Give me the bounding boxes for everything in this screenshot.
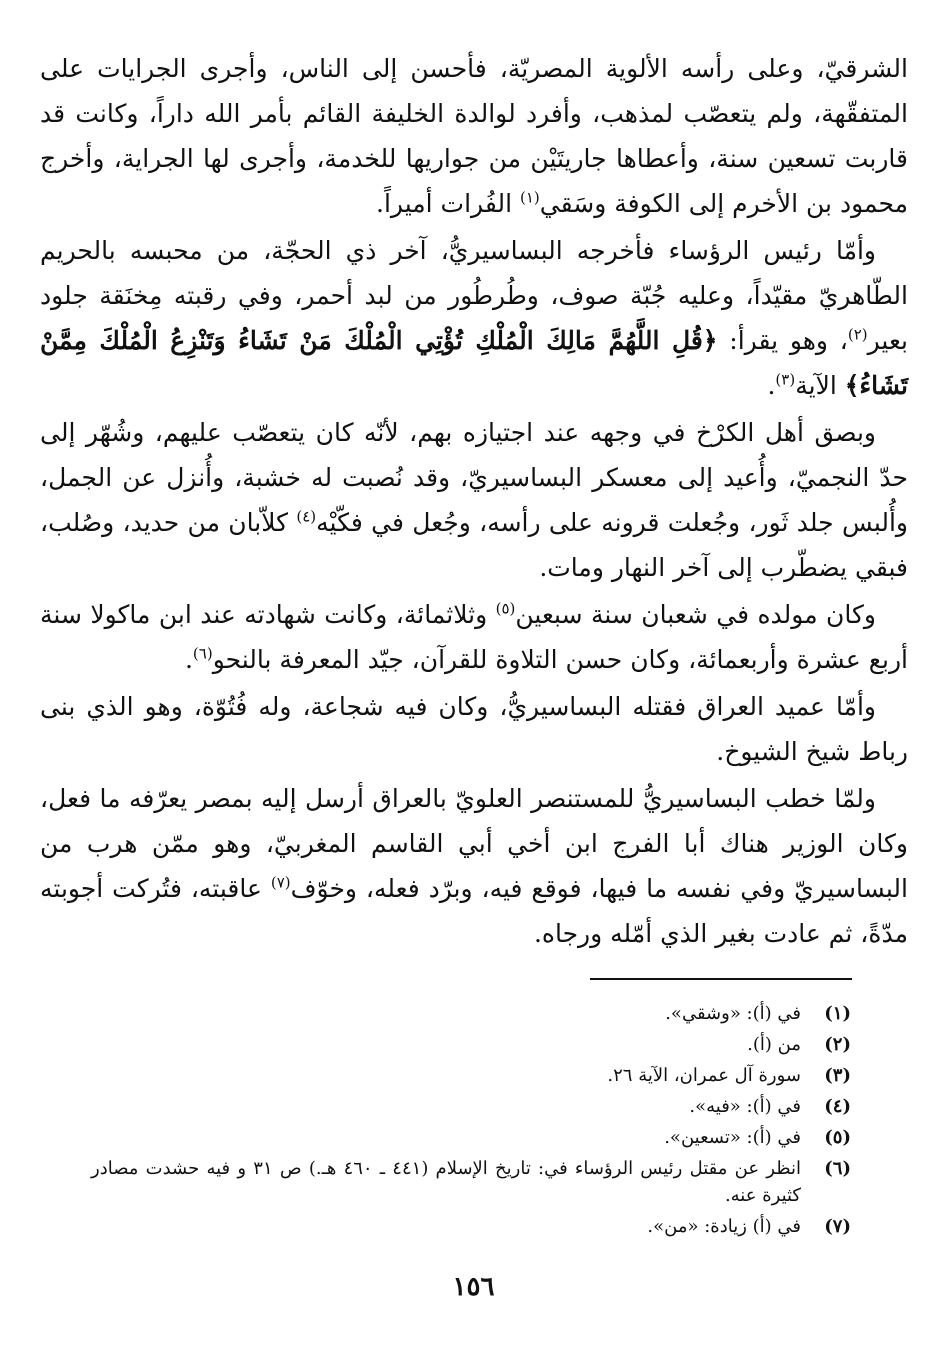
paragraph-2-mid: ، وهو يقرأ: [717, 326, 848, 355]
quran-verse: ﴿قُلِ اللَّهُمَّ مَالِكَ الْمُلْكِ تُؤْتِي الْمُلْكَ مَنْ تَشَاءُ وَتَنْزِعُ الْمُلْكَ مِمَّنْ تَشَاءُ﴾ [40, 326, 908, 400]
footnote-number: (٣) [824, 1065, 851, 1086]
footnote-item [91, 1155, 851, 1209]
paragraph-6-end: عاقبته، فتُركت أجوبته مدّةً، ثم عادت بغير الذي أمّله ورجاه. [40, 874, 908, 948]
footnote-ref-6[interactable]: (٦) [192, 644, 213, 663]
footnote-number: (٤) [824, 1096, 851, 1117]
paragraph-6 [40, 776, 908, 956]
footnote-text: في (أ): «فيه». [689, 1096, 801, 1117]
paragraph-1-end: الفُرات أميراً. [376, 189, 520, 218]
paragraph-1-text: الشرقيّ، وعلى رأسه الألوية المصريّة، فأحسن إلى الناس، وأجرى الجرايات على المتفقّهة، ولم يتعصّب لمذهب، وأفرد لوالدة الخليفة القائم بأمر الله داراً، وكانت قد قاربت تسعين سنة، وأعطاها جاريتَيْن من جواريها للخدمة، وأجرى لها الجراية، وأخرج محمود بن الأخرم إلى الكوفة وسَقي [40, 54, 908, 218]
footnote-number: (٥) [824, 1127, 851, 1148]
footnote-number: (٦) [824, 1158, 851, 1179]
footnote-ref-2[interactable]: (٢) [847, 325, 868, 344]
footnote-ref-5[interactable]: (٥) [495, 599, 516, 618]
paragraph-2 [40, 228, 908, 408]
paragraph-2-text: وأمّا رئيس الرؤساء فأخرجه البساسيريُّ، آخر ذي الحجّة، من محبسه بالحريم الطّاهريّ مقيّداً، وعليه جُبّة صوف، وطُرطُور من لبد أحمر، وفي رقبته مِخنَقة جلود بعير [40, 236, 908, 355]
paragraph-5: وأمّا عميد العراق فقتله البساسيريُّ، وكان فيه شجاعة، وله فُتُوّة، وهو الذي بنى رباط شيخ الشيوخ. [40, 692, 908, 766]
footnote-number: (١) [824, 1003, 851, 1024]
footnote-text: في (أ) زيادة: «من». [647, 1216, 801, 1237]
footnote-ref-7[interactable]: (٧) [270, 873, 291, 892]
paragraph-1 [40, 46, 908, 226]
footnote-number: (٧) [824, 1216, 851, 1237]
footnote-text: في (أ): «وشقي». [665, 1003, 801, 1024]
footnote-ref-3[interactable]: (٣) [775, 370, 796, 389]
footnote-text: انظر عن مقتل رئيس الرؤساء في: تاريخ الإسلام (٤٤١ ـ ٤٦٠ هـ.) ص ٣١ و فيه حشدت مصادر كثيرة عنه. [91, 1158, 801, 1206]
footnote-ref-1[interactable]: (١) [519, 188, 540, 207]
footnote-number: (٢) [824, 1034, 851, 1055]
footnotes-section [91, 1000, 851, 1244]
footnote-item [91, 1031, 851, 1058]
footnote-divider [590, 978, 852, 980]
paragraph-4 [40, 592, 908, 682]
footnote-item [91, 1062, 851, 1089]
paragraph-2-period: . [767, 371, 776, 400]
paragraph-6-text: ولمّا خطب البساسيريُّ للمستنصر العلويّ بالعراق أرسل إليه بمصر يعرّفه ما فعل، وكان الوزير هناك أبا الفرج ابن أخي أبي القاسم المغربيّ، وهو ممّن هرب من البساسيريّ وفي نفسه ما فيها، فوقع فيه، وبرّد فعله، وخوّف [40, 784, 908, 903]
footnote-text: سورة آل عمران، الآية ٢٦. [607, 1065, 801, 1086]
paragraph-4-mid: وثلاثمائة، وكانت شهادته عند ابن ماكولا سنة أربع عشرة وأربعمائة، وكان حسن التلاوة للقرآن، جيّد المعرفة بالنحو [40, 600, 908, 674]
paragraph-2-end: الآية [795, 371, 845, 400]
page-number: ١٥٦ [452, 1272, 495, 1302]
paragraph-4-period: . [184, 645, 193, 674]
paragraph-3 [40, 410, 908, 590]
footnote-item [91, 1124, 851, 1151]
footnote-item [91, 1213, 851, 1240]
footnote-ref-4[interactable]: (٤) [296, 507, 317, 526]
paragraph-3-text: وبصق أهل الكرْخ في وجهه عند اجتيازه بهم، لأنّه كان يتعصّب عليهم، وشُهّر إلى حدّ النجميّ، وأُعيد إلى معسكر البساسيريّ، وقد نُصبت له خشبة، وأُنزل عن الجمل، وأُلبس جلد ثَور، وجُعلت قرونه على رأسه، وجُعل في فكّيْه [40, 418, 909, 537]
footnote-text: في (أ): «تسعين». [664, 1127, 801, 1148]
paragraph-3-end: كلاّبان من حديد، وصُلب، فبقي يضطّرب إلى آخر النهار ومات. [40, 508, 908, 582]
footnote-item [91, 1000, 851, 1027]
main-text [40, 46, 908, 958]
paragraph-4-text: وكان مولده في شعبان سنة سبعين [515, 600, 876, 629]
footnote-item [91, 1093, 851, 1120]
footnote-text: من (أ). [747, 1034, 801, 1055]
